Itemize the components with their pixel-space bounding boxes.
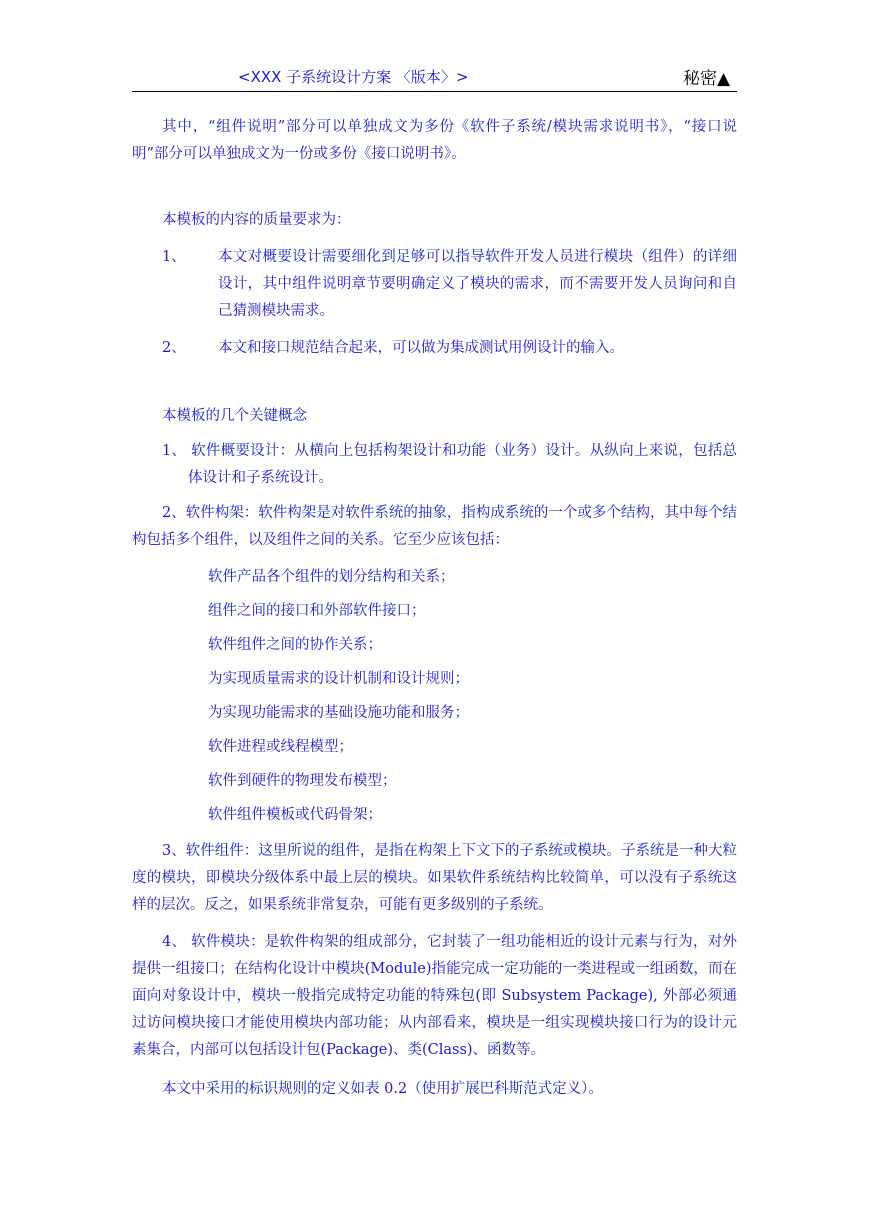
architecture-bullet-4: 为实现质量需求的设计机制和设计规则； [208, 671, 469, 687]
architecture-bullet-7: 软件到硬件的物理发布模型； [208, 773, 397, 789]
header-rule [132, 91, 737, 92]
concepts-heading: 本模板的几个关键概念 [162, 408, 307, 424]
concept-item-3: 3、软件组件：这里所说的组件，是指在构架上下文下的子系统或模块。子系统是一种大粒度的模块，即模块分级体系中最上层的模块。如果软件系统结构比较简单，可以没有子系统这样的层次。反之，如果系统非常复杂，可能有更多级别的子系统。 [132, 843, 737, 913]
architecture-bullet-8: 软件组件模板或代码骨架； [208, 807, 382, 823]
intro-paragraph: 其中，“组件说明”部分可以单独成文为多份《软件子系统/模块需求说明书》，“接口说明”部分可以单独成文为一份或多份《接口说明书》。 [132, 119, 737, 162]
concept-item-4: 4、 软件模块：是软件构架的组成部分，它封装了一组功能相近的设计元素与行为，对外提供一组接口；在结构化设计中模块(Module)指能完成一定功能的一类进程或一组函数，而在面向对象设计中，模块一般指完成特定功能的特殊包(即 Subsystem Package), 外部必须通过访问模块接口才能使用模块内部功能；从内部看来，模块是一组实现模块接口行为的设计元素集合，内部可以包括设计包(Package)、类(Class)、函数等。 [132, 934, 737, 1058]
closing-paragraph: 本文中采用的标识规则的定义如表 0.2（使用扩展巴科斯范式定义）。 [162, 1081, 603, 1097]
quality-item-2 [162, 335, 737, 362]
architecture-bullet-6: 软件进程或线程模型； [208, 739, 353, 755]
quality-item-2-text: 本文和接口规范结合起来，可以做为集成测试用例设计的输入。 [218, 340, 624, 356]
classification-label: 秘密▲ [683, 69, 731, 89]
quality-item-1-number: 1、 [162, 249, 186, 265]
quality-item-1 [162, 244, 737, 325]
concept-item-1: 1、 软件概要设计：从横向上包括构架设计和功能（业务）设计。从纵向上来说，包括总体设计和子系统设计。 [162, 443, 737, 486]
header-title: <XXX 子系统设计方案 〈版本〉> [238, 68, 469, 86]
architecture-bullet-2: 组件之间的接口和外部软件接口； [208, 603, 426, 619]
quality-heading: 本模板的内容的质量要求为： [162, 212, 351, 228]
concept-item-2: 2、软件构架：软件构架是对软件系统的抽象，指构成系统的一个或多个结构，其中每个结构包括多个组件，以及组件之间的关系。它至少应该包括： [132, 505, 737, 548]
architecture-bullet-5: 为实现功能需求的基础设施功能和服务； [208, 705, 469, 721]
quality-item-1-text: 本文对概要设计需要细化到足够可以指导软件开发人员进行模块（组件）的详细设计，其中组件说明章节要明确定义了模块的需求，而不需要开发人员询问和自己猜测模块需求。 [218, 249, 737, 319]
architecture-bullet-1: 软件产品各个组件的划分结构和关系； [208, 569, 455, 585]
architecture-bullet-3: 软件组件之间的协作关系； [208, 637, 382, 653]
quality-item-2-number: 2、 [162, 340, 186, 356]
